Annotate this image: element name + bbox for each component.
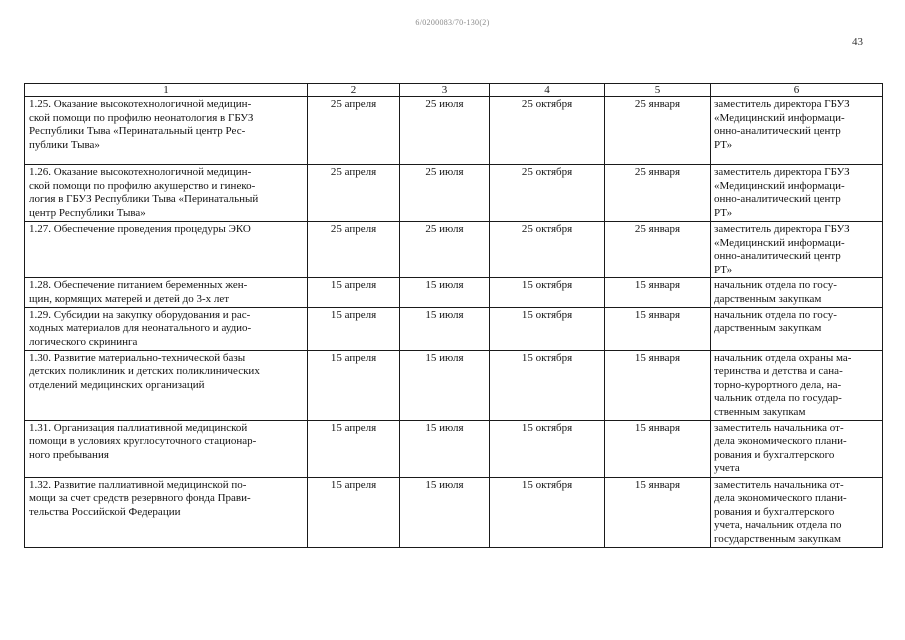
responsible-line: «Медицинский информаци- (714, 179, 845, 192)
task-name-cell (25, 477, 308, 547)
deadline-q4-cell: 25 января (605, 222, 711, 278)
deadline-q1-cell: 15 апреля (308, 278, 400, 307)
task-name-cell (25, 307, 308, 350)
task-name-line: отделений медицинских организаций (29, 378, 205, 391)
responsible-cell (711, 307, 883, 350)
column-header-5: 5 (605, 84, 711, 97)
task-name-line: центр Республики Тыва» (29, 206, 146, 219)
task-name-line: 1.25. Оказание высокотехнологичной медицин- (29, 98, 252, 110)
deadline-q1-cell: 15 апреля (308, 477, 400, 547)
deadline-q4-cell: 15 января (605, 350, 711, 420)
responsible-line: заместитель директора ГБУЗ (714, 98, 850, 110)
responsible-line: РТ» (714, 206, 733, 219)
task-name-cell (25, 97, 308, 165)
column-header-2: 2 (308, 84, 400, 97)
responsible-cell (711, 278, 883, 307)
responsible-line: начальник отдела по госу- (714, 308, 837, 321)
deadline-q4-cell: 25 января (605, 97, 711, 165)
deadline-q3-cell: 25 октября (490, 222, 605, 278)
responsible-line: дарственным закупкам (714, 292, 822, 305)
task-name-cell (25, 350, 308, 420)
column-header-1: 1 (25, 84, 308, 97)
responsible-line: заместитель начальника от- (714, 421, 844, 434)
table-row (25, 222, 883, 278)
task-name-cell (25, 420, 308, 477)
responsible-cell (711, 97, 883, 165)
deadline-q1-cell: 15 апреля (308, 350, 400, 420)
task-name-cell (25, 222, 308, 278)
deadline-q3-cell: 15 октября (490, 278, 605, 307)
deadline-q1-cell: 25 апреля (308, 165, 400, 222)
task-name-line: ской помощи по профилю неонатология в ГБУЗ (29, 111, 254, 124)
responsible-line: учета (714, 462, 740, 475)
deadline-q4-cell: 15 января (605, 420, 711, 477)
table-row (25, 97, 883, 165)
deadline-q2-cell: 15 июля (400, 477, 490, 547)
responsible-line: ственным закупкам (714, 405, 806, 418)
responsible-line: государственным закупкам (714, 532, 841, 545)
responsible-cell (711, 350, 883, 420)
deadline-q2-cell: 25 июля (400, 222, 490, 278)
responsible-line: заместитель директора ГБУЗ (714, 166, 850, 178)
task-name-line: 1.27. Обеспечение проведения процедуры ЭКО (29, 223, 251, 235)
task-name-line: ного пребывания (29, 448, 109, 461)
responsible-line: РТ» (714, 138, 733, 151)
task-name-line: логического скрининга (29, 335, 138, 348)
deadline-q4-cell: 25 января (605, 165, 711, 222)
responsible-line: рования и бухгалтерского (714, 505, 835, 518)
column-header-3: 3 (400, 84, 490, 97)
responsible-cell (711, 420, 883, 477)
responsible-line: начальник отдела по госу- (714, 279, 837, 292)
task-name-line: логия в ГБУЗ Республики Тыва «Перинатальный (29, 193, 259, 206)
responsible-cell (711, 477, 883, 547)
deadline-q3-cell: 15 октября (490, 420, 605, 477)
responsible-line: заместитель начальника от- (714, 478, 844, 491)
responsible-line: учета, начальник отдела по (714, 519, 842, 532)
task-name-line: щин, кормящих матерей и детей до 3-х лет (29, 292, 230, 305)
table-row (25, 278, 883, 307)
table-row (25, 420, 883, 477)
task-name-cell (25, 165, 308, 222)
deadline-q1-cell: 25 апреля (308, 97, 400, 165)
responsible-line: дела экономического плани- (714, 492, 847, 505)
deadline-q2-cell: 15 июля (400, 350, 490, 420)
deadline-q4-cell: 15 января (605, 278, 711, 307)
deadline-q2-cell: 15 июля (400, 278, 490, 307)
page-number: 43 (852, 36, 863, 48)
deadline-q1-cell: 15 апреля (308, 420, 400, 477)
deadline-q3-cell: 25 октября (490, 165, 605, 222)
task-name-line: детских поликлиник и детских поликлинических (29, 365, 260, 378)
schedule-table (24, 83, 883, 548)
document-id: 6/0200083/70-130(2) (415, 18, 490, 27)
header-row (25, 84, 883, 97)
deadline-q2-cell: 15 июля (400, 420, 490, 477)
task-name-line: 1.26. Оказание высокотехнологичной медицин- (29, 166, 252, 178)
deadline-q3-cell: 25 октября (490, 97, 605, 165)
responsible-cell (711, 222, 883, 278)
responsible-cell (711, 165, 883, 222)
deadline-q2-cell: 15 июля (400, 307, 490, 350)
column-header-6: 6 (711, 84, 883, 97)
deadline-q4-cell: 15 января (605, 307, 711, 350)
deadline-q1-cell: 25 апреля (308, 222, 400, 278)
task-name-line: 1.29. Субсидии на закупку оборудования и рас- (29, 308, 251, 321)
responsible-line: рования и бухгалтерского (714, 448, 835, 461)
task-name-line: 1.30. Развитие материально-технической базы (29, 351, 246, 364)
task-name-line: 1.28. Обеспечение питанием беременных жен- (29, 279, 248, 292)
table-row (25, 165, 883, 222)
deadline-q2-cell: 25 июля (400, 165, 490, 222)
responsible-line: теринства и детства и сана- (714, 365, 843, 378)
task-name-line: 1.32. Развитие паллиативной медицинской по- (29, 478, 247, 491)
responsible-line: онно-аналитический центр (714, 193, 841, 206)
task-name-line: Республики Тыва «Перинатальный центр Рес- (29, 125, 246, 138)
responsible-line: дарственным закупкам (714, 322, 822, 335)
responsible-line: дела экономического плани- (714, 435, 847, 448)
responsible-line: начальник отдела охраны ма- (714, 351, 852, 364)
task-name-cell (25, 278, 308, 307)
responsible-line: торно-курортного дела, на- (714, 378, 842, 391)
task-name-line: 1.31. Организация паллиативной медицинской (29, 421, 248, 434)
table-row (25, 477, 883, 547)
responsible-line: чальник отдела по государ- (714, 392, 842, 405)
task-name-line: ходных материалов для неонатального и аудио- (29, 322, 252, 335)
deadline-q1-cell: 15 апреля (308, 307, 400, 350)
table-row (25, 307, 883, 350)
task-name-line: мощи за счет средств резервного фонда Прави- (29, 492, 251, 505)
task-name-line: тельства Российской Федерации (29, 505, 181, 518)
responsible-line: «Медицинский информаци- (714, 236, 845, 249)
task-name-line: ской помощи по профилю акушерство и гинеко- (29, 179, 256, 192)
task-name-line: публики Тыва» (29, 138, 100, 151)
deadline-q3-cell: 15 октября (490, 350, 605, 420)
responsible-line: онно-аналитический центр (714, 250, 841, 263)
responsible-line: заместитель директора ГБУЗ (714, 223, 850, 235)
deadline-q4-cell: 15 января (605, 477, 711, 547)
deadline-q3-cell: 15 октября (490, 307, 605, 350)
task-name-line: помощи в условиях круглосуточного стационар- (29, 435, 257, 448)
responsible-line: «Медицинский информаци- (714, 111, 845, 124)
deadline-q3-cell: 15 октября (490, 477, 605, 547)
deadline-q2-cell: 25 июля (400, 97, 490, 165)
table-row (25, 350, 883, 420)
responsible-line: РТ» (714, 263, 733, 276)
responsible-line: онно-аналитический центр (714, 125, 841, 138)
column-header-4: 4 (490, 84, 605, 97)
